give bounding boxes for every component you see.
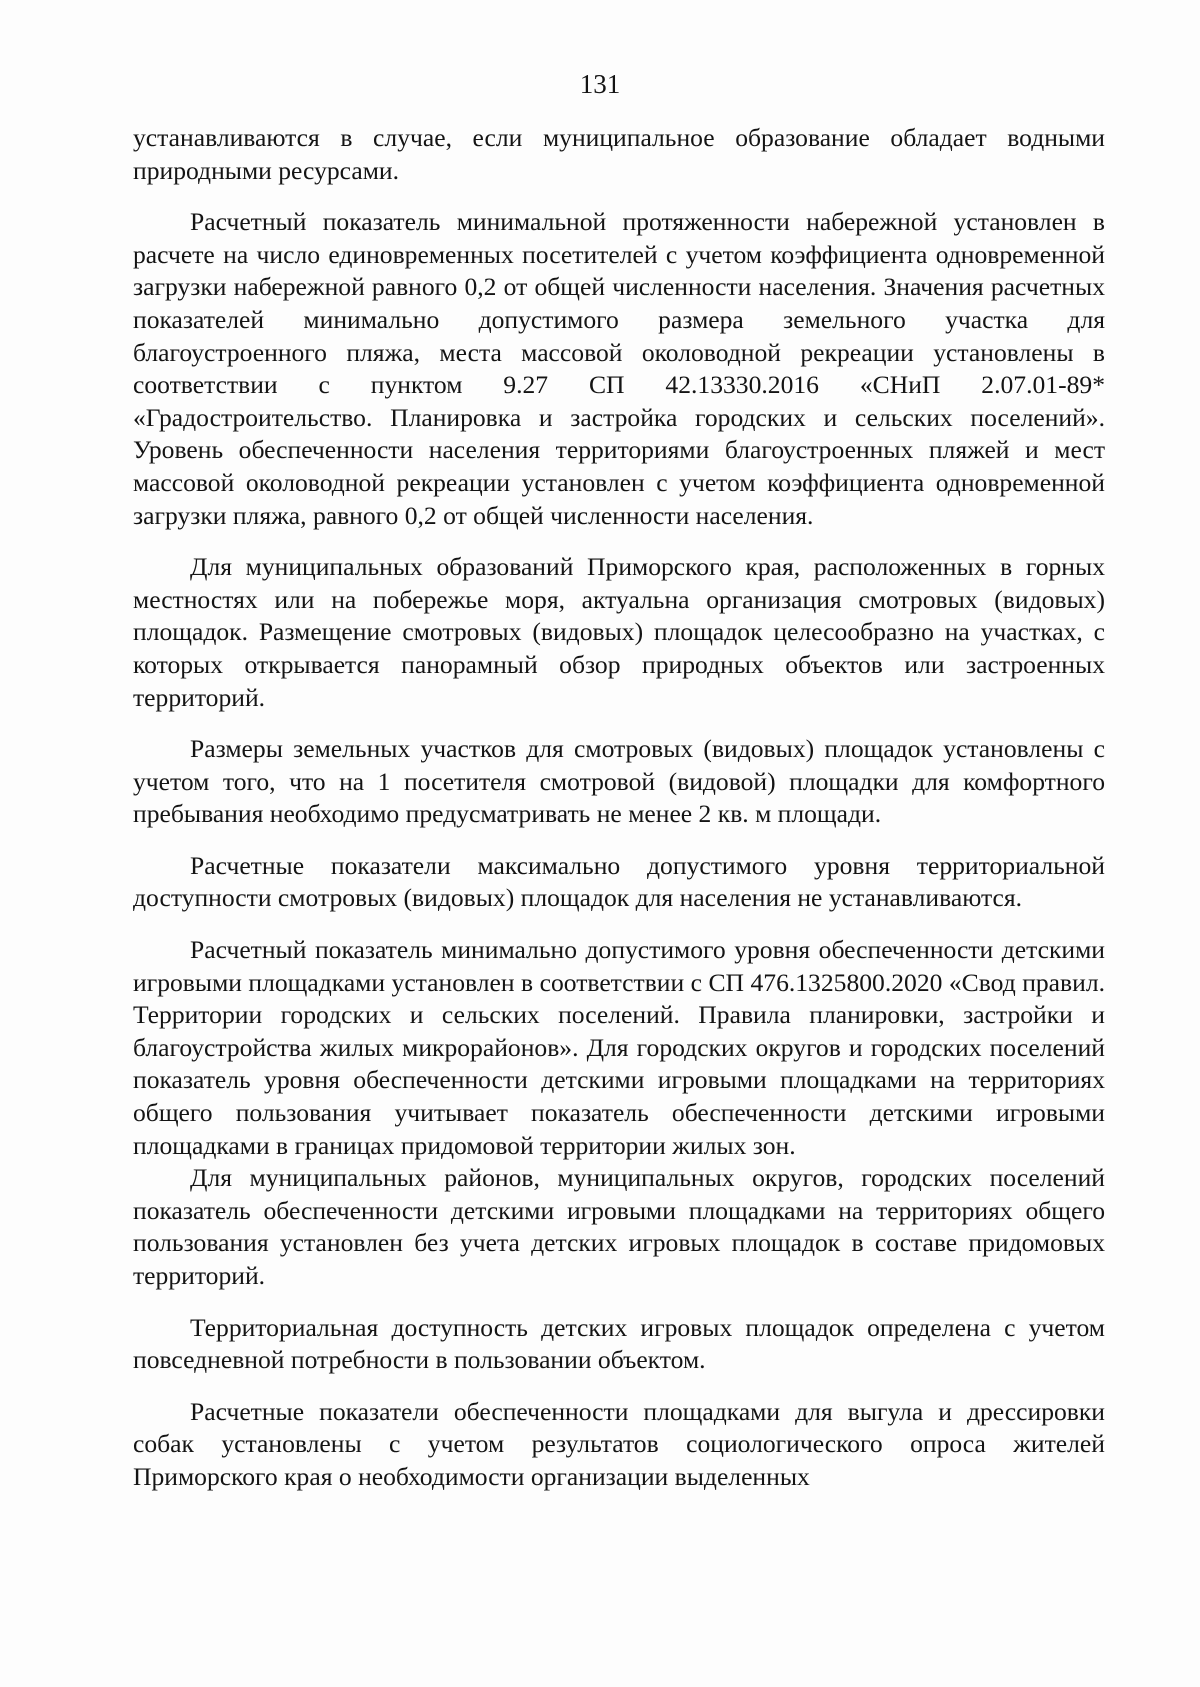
paragraph-embankment: Расчетный показатель минимальной протяженности набережной установлен в расчете на число единовременных посетителей с учетом коэффициента одновременной загрузки набережной равного 0,2 от общей численности населения. Значения расчетных показателей минимально допустимого размера земельного участка для благоустроенного пляжа, места массовой околоводной рекреации установлены в соответствии с пунктом 9.27 СП 42.13330.2016 «СНиП 2.07.01-89* «Градостроительство. Планировка и застройка городских и сельских поселений». Уровень обеспеченности населения территориями благоустроенных пляжей и мест массовой околоводной рекреации установлен с учетом коэффициента одновременной загрузки пляжа, равного 0,2 от общей численности населения.	[133, 207, 1105, 530]
paragraph-continuation: устанавливаются в случае, если муниципальное образование обладает водными природными ресурсами.	[133, 123, 1105, 185]
paragraph-playgrounds: Расчетный показатель минимально допустимого уровня обеспеченности детскими игровыми площадками установлен в соответствии с СП 476.1325800.2020 «Свод правил. Территории городских и сельских поселений. Правила планировки, застройки и благоустройства жилых микрорайонов». Для городских округов и городских поселений показатель уровня обеспеченности детскими игровыми площадками на территориях общего пользования учитывает показатель обеспеченности детскими игровыми площадками в границах придомовой территории жилых зон.	[133, 935, 1105, 1160]
paragraph-municipal-districts: Для муниципальных районов, муниципальных округов, городских поселений показатель обеспеченности детскими игровыми площадками на территориях общего пользования установлен без учета детских игровых площадок в составе придомовых территорий.	[133, 1163, 1105, 1290]
paragraph-viewing-platforms: Для муниципальных образований Приморского края, расположенных в горных местностях или на побережье моря, актуальна организация смотровых (видовых) площадок. Размещение смотровых (видовых) площадок целесообразно на участках, с которых открывается панорамный обзор природных объектов или застроенных территорий.	[133, 552, 1105, 712]
paragraph-platform-sizes: Размеры земельных участков для смотровых (видовых) площадок установлены с учетом того, что на 1 посетителя смотровой (видовой) площадки для комфортного пребывания необходимо предусматривать не менее 2 кв. м площади.	[133, 734, 1105, 829]
paragraph-playground-access: Территориальная доступность детских игровых площадок определена с учетом повседневной потребности в пользовании объектом.	[133, 1312, 1105, 1375]
document-body	[133, 122, 1105, 1494]
paragraph-dog-areas: Расчетные показатели обеспеченности площадками для выгула и дрессировки собак установлены с учетом результатов социологического опроса жителей Приморского края о необходимости организации выделенных	[133, 1396, 1105, 1491]
paragraph-accessibility: Расчетные показатели максимально допустимого уровня территориальной доступности смотровых (видовых) площадок для населения не устанавливаются.	[133, 850, 1105, 913]
page-number: 131	[579, 69, 621, 99]
